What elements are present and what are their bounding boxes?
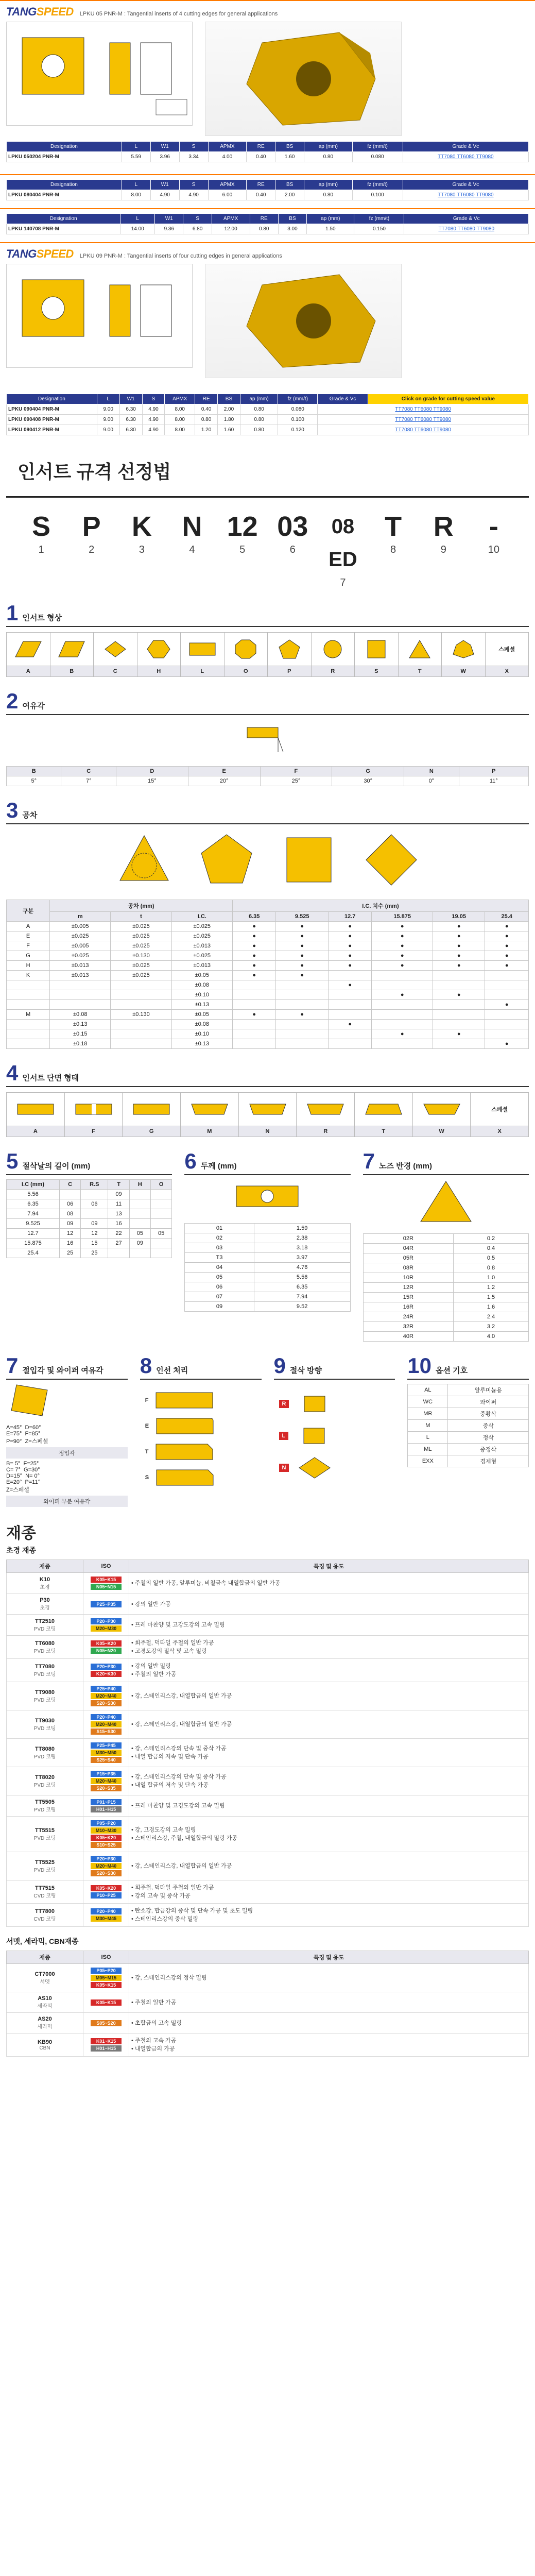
iso-badge: S15~S30 — [91, 1728, 122, 1735]
material-row — [7, 1659, 529, 1682]
iso-badge: K20~K30 — [91, 1671, 122, 1677]
spec-table-1: Designation L W1 S APMX RE BS ap (mm) fz (mm/t) Grade & Vc LPKU 050204 PNR-M 5.59 3.96 3.34 4.00 0.40 1.60 0.80 0.080 TT7080 TT6080 TT9080 — [6, 141, 529, 162]
iso-badge: K05~K20 — [91, 1640, 122, 1647]
grade-type: PVD 코팅 — [33, 1754, 56, 1760]
product-block-4 — [0, 242, 535, 432]
insert-drawing-svg — [7, 22, 192, 125]
grade-link[interactable]: TT7080 TT6080 TT9080 — [318, 415, 529, 425]
table-row: G ±0.025 ±0.130 ±0.025 ● ● ● ● ● ● — [7, 951, 529, 961]
table-row: M 중삭 — [408, 1420, 529, 1432]
tolerance-diagram-triangle — [116, 832, 172, 888]
grade-name: KB90 — [37, 2039, 53, 2045]
grade-type: PVD 코팅 — [33, 1648, 56, 1654]
section-insert-shape: 1 인서트 형상 A B C H L O P R S T W 스페셜 X — [6, 602, 529, 677]
table-row: 12R 1.2 — [363, 1283, 528, 1293]
tolerance-table: 구분 공차 (mm) I.C. 치수 (mm) m t I.C. 6.35 9.525 12.7 15.875 19.05 25.4 A ±0.005 ±0.025 ±0.025 ● ● ● ● ● ● E ±0.025 ±0.025 ±0.025 ● ● ● ● ● ● F ±0.005 ±0.025 ±0.013 ● ● ● ● ● ● G ±0.025 ±0.130 ±0.025 ● ● ● ● ● ● H ±0.013 ±0.025 ±0.013 ● ● ● ● ● ● K ±0.013 ±0.025 ±0.05 ● ● ±0.08 ● ±0.10 ● ● ±0.13 ● M ±0.08 ±0.130 ±0.05 ● ● ±0.13 ±0.08 ● ±0.15 ±0.10 ● ● ±0.18 ±0.13 ● — [6, 900, 529, 1049]
code-item: K 3 — [131, 511, 152, 555]
entry-angle-diagram — [6, 1380, 68, 1421]
table-row: 32R 3.2 — [363, 1322, 528, 1332]
grade-type: PVD 코팅 — [33, 1835, 56, 1841]
iso-badge: K05~K15 — [91, 1577, 122, 1583]
table-row: ±0.13 ±0.08 ● — [7, 1020, 529, 1029]
grade-type: PVD 코팅 — [33, 1697, 56, 1703]
material-row — [7, 1964, 529, 1992]
edge-length-table: I.C (mm) C R.S T H O 5.56 09 6.35 06 06 11 7.94 08 13 9.525 09 09 16 12.7 12 12 22 05 05 15.875 16 15 27 09 25.4 25 25 — [6, 1179, 172, 1258]
iso-badge: S20~S35 — [91, 1785, 122, 1791]
table-row: 09 9.52 — [185, 1302, 350, 1312]
table-row: ±0.08 ● — [7, 980, 529, 990]
table-row: 5.56 09 — [7, 1190, 172, 1199]
table-row: ML 중정삭 — [408, 1444, 529, 1455]
grade-type: PVD 코팅 — [33, 1867, 56, 1873]
table-row: LPKU 080404 PNR-M 8.00 4.90 4.90 6.00 0.40 2.00 0.80 0.100 TT7080 TT6080 TT9080 — [7, 190, 529, 200]
table-row: K ±0.013 ±0.025 ±0.05 ● ● — [7, 971, 529, 980]
thickness-table — [184, 1223, 350, 1312]
table-row: LPKU 050204 PNR-M 5.59 3.96 3.34 4.00 0.40 1.60 0.80 0.080 TT7080 TT6080 TT9080 — [7, 152, 529, 162]
table-row: M ±0.08 ±0.130 ±0.05 ● ● — [7, 1010, 529, 1020]
grade-name: TT7080 — [35, 1663, 55, 1670]
material-row — [7, 1739, 529, 1767]
material-row — [7, 1817, 529, 1852]
code-item: P 2 — [82, 511, 101, 555]
material-row — [7, 1594, 529, 1615]
grade-features: • 강, 스테인리스강, 내열합금의 일반 가공 — [129, 1682, 529, 1710]
material-row — [7, 2033, 529, 2057]
tolerance-diagram-square — [281, 832, 337, 888]
iso-badge: P15~P35 — [91, 1771, 122, 1777]
section-cross-section: 4 인서트 단면 형태 A F G M N R T W 스페셜 X — [6, 1062, 529, 1137]
section-cutting-direction: 9 절삭 방향 R L N — [274, 1355, 395, 1507]
table-row: 03 3.18 — [185, 1243, 350, 1253]
code-item: R 9 — [433, 511, 454, 555]
spec-table-3: Designation L W1 S APMX RE BS ap (mm) fz (mm/t) Grade & Vc LPKU 140708 PNR-M 14.00 9.36 6.80 12.00 0.80 3.00 1.50 0.150 TT7080 TT6080 TT9080 — [6, 213, 529, 234]
grade-features: • 강, 스테인리스강, 내열합금의 일반 가공 — [129, 1710, 529, 1739]
material-row — [7, 1682, 529, 1710]
tolerance-diagram-pentagon — [198, 832, 255, 888]
table-row: 6.35 06 06 11 — [7, 1199, 172, 1209]
iso-badge: K01~K15 — [91, 2038, 122, 2044]
clearance-table: B C D E F G N P 5° 7° 15° 20° 25° 30° 0° 11° — [6, 766, 529, 786]
iso-badge: H01~H15 — [91, 1806, 122, 1812]
table-row: T3 3.97 — [185, 1253, 350, 1263]
section-row-5-6-7 — [6, 1150, 529, 1342]
table-row: ±0.10 ● ● — [7, 990, 529, 1000]
table-row: 05R 0.5 — [363, 1253, 528, 1263]
code-item: T 8 — [385, 511, 402, 555]
table-row: 06 6.35 — [185, 1282, 350, 1292]
material-row — [7, 1795, 529, 1817]
grade-features: • 회주철, 덕타일 주철의 일반 가공 • 고경도강의 절삭 및 고속 밀링 — [129, 1636, 529, 1659]
grade-features: • 강의 일반 밀링 • 주철의 일반 가공 — [129, 1659, 529, 1682]
grade-name: CT7000 — [34, 1971, 55, 1977]
grade-link[interactable]: TT7080 TT6080 TT9080 — [318, 404, 529, 415]
table-row: F ±0.005 ±0.025 ±0.013 ● ● ● ● ● ● — [7, 941, 529, 951]
iso-badge: P20~P30 — [91, 1618, 122, 1624]
table-row: A ±0.005 ±0.025 ±0.025 ● ● ● ● ● ● — [7, 922, 529, 931]
code-line — [0, 498, 535, 589]
iso-badge: P20~P30 — [91, 1664, 122, 1670]
grade-link[interactable]: TT7080 TT6080 TT9080 — [404, 224, 529, 234]
iso-badge: P25~P40 — [91, 1686, 122, 1692]
grade-features: • 프레 마찬양 및 고강도강의 고속 밀링 — [129, 1615, 529, 1636]
grade-features: • 강, 스테인리스강의 단속 및 중삭 가공 • 내열 합금의 저속 및 단속 가공 — [129, 1739, 529, 1767]
iso-badge: P05~P20 — [91, 1968, 122, 1974]
table-row: 9.525 09 09 16 — [7, 1219, 172, 1229]
grade-features: • 주철의 일반 가공, 알루미늄, 비철금속 내열합금의 일반 가공 — [129, 1573, 529, 1594]
grade-name: TT5515 — [35, 1827, 55, 1834]
code-item: - 10 — [488, 511, 500, 555]
table-row: 15.875 16 15 27 09 — [7, 1239, 172, 1248]
iso-badge: P20~P40 — [91, 1714, 122, 1720]
grade-features: • 강, 스테인리스강, 내열합금의 일반 가공 — [129, 1852, 529, 1880]
code-item: 03 6 — [277, 511, 308, 555]
iso-badge: M20~M40 — [91, 1863, 122, 1869]
table-row: ±0.13 ● — [7, 1000, 529, 1010]
table-row: 7.94 08 13 — [7, 1209, 172, 1219]
material-row — [7, 1992, 529, 2013]
grade-features: • 강, 고경도강의 고속 밀링 • 스테인리스강, 주철, 내열합금의 밀링 가공 — [129, 1817, 529, 1852]
iso-badge: N05~N20 — [91, 1648, 122, 1654]
product-block-1 — [0, 0, 535, 174]
materials-table-1: 재종 ISO 특징 및 용도 K10 초경 K05~K15N05~N15 • 주철의 일반 가공, 알루미늄, 비철금속 내열합금의 일반 가공 P30 초경 P25~P35 • 강의 일반 가공 TT2510 PVD 코팅 P20~P30M20~M30 • 프레 마찬양 및 고강도강의 고속 밀링 TT6080 PVD 코팅 K05~K20N05~N20 • 회주철, 덕타일 주철의 일반 가공 • 고경도강의 절삭 및 고속 밀링 TT7080 PVD 코팅 P20~P30K20~K30 • 강의 일반 밀링 • 주철의 일반 가공 TT9080 PVD 코팅 P25~P40M20~M40S20~S30 • 강, 스테인리스강, 내열합금의 일반 가공 TT9030 PVD 코팅 P20~P40M20~M40S15~S30 • 강, 스테인리스강, 내열합금의 일반 가공 TT8080 PVD 코팅 P25~P45M30~M50S25~S40 • 강, 스테인리스강의 단속 및 중삭 가공 • 내열 합금의 저속 및 단속 가공 TT8020 PVD 코팅 P15~P35M20~M40S20~S35 • 강, 스테인리스강의 단속 및 중삭 가공 • 내열 합금의 저속 및 단속 가공 TT5505 PVD 코팅 P01~P15H01~H15 • 프레 마찬양 및 고경도강의 고속 밀링 TT5515 PVD 코팅 P05~P20M10~M30K05~K20S10~S25 • 강, 고경도강의 고속 밀링 • 스테인리스강, 주철, 내열합금의 밀링 가공 TT5525 PVD 코팅 P20~P30M20~M40S20~S30 • 강, 스테인리스강, 내열합금의 일반 가공 TT7515 CVD 코팅 K05~K20P10~P25 • 회주철, 덕타일 주철의 일반 가공 • 강의 고속 및 중삭 가공 TT7800 CVD 코팅 P20~P40M30~M45 • 탄소강, 합금강의 중삭 및 단속 가공 및 초도 밀링 • 스테인리스강의 중삭 밀링 — [6, 1560, 529, 1927]
grade-features: • 탄소강, 합금강의 중삭 및 단속 가공 및 초도 밀링 • 스테인리스강의 중삭 밀링 — [129, 1904, 529, 1927]
section-shape-row: A F G M N R T W 스페셜 X — [6, 1092, 529, 1137]
code-item: 12 5 — [227, 511, 258, 555]
option-code-table — [407, 1384, 529, 1467]
section-thickness: 6 두께 (mm) 01 1.59 02 2.38 03 3.18 T3 3.97 04 4.76 05 5.56 06 6.35 07 7.94 09 9.52 — [184, 1150, 350, 1342]
section-option-code: 10 옵션 기호 AL 알루미늄용 WC 와이퍼 MR 중황삭 M 중삭 L 정삭 ML 중정삭 EXX 경제형 — [407, 1355, 529, 1507]
grade-name: TT9030 — [35, 1717, 55, 1724]
table-row: EXX 경제형 — [408, 1455, 529, 1467]
insert-drawing — [6, 264, 193, 368]
iso-badge: P25~P35 — [91, 1601, 122, 1607]
iso-badge: M20~M40 — [91, 1721, 122, 1727]
iso-badge: K05~K20 — [91, 1835, 122, 1841]
table-row: 02R 0.2 — [363, 1234, 528, 1244]
section-edge-prep: 8 인선 처리 F E T S — [140, 1355, 262, 1507]
table-row: ±0.18 ±0.13 ● — [7, 1039, 529, 1049]
grade-name: TT8080 — [35, 1745, 55, 1752]
table-row: LPKU 140708 PNR-M 14.00 9.36 6.80 12.00 0.80 3.00 1.50 0.150 TT7080 TT6080 TT9080 — [7, 224, 529, 234]
table-row: AL 알루미늄용 — [408, 1384, 529, 1396]
iso-badge: M10~M30 — [91, 1827, 122, 1834]
iso-badge: S20~S30 — [91, 1870, 122, 1876]
iso-badge: S20~S30 — [91, 1700, 122, 1706]
table-row: L 정삭 — [408, 1432, 529, 1444]
section-row-7-10 — [6, 1355, 529, 1507]
code-item: S 1 — [31, 511, 51, 555]
section-nose-radius: 7 노즈 반경 (mm) 02R 0.2 04R 0.4 05R 0.5 08R 0.8 10R 1.0 12R 1.2 15R 1.5 16R 1.6 24R 2.4 32R 3.2 40R 4.0 — [363, 1150, 529, 1342]
grade-features: • 초합금의 고속 밀링 — [129, 2013, 529, 2033]
grade-type: 초경 — [40, 1584, 50, 1590]
table-row: MR 중황삭 — [408, 1408, 529, 1420]
insert-drawing — [6, 22, 193, 126]
iso-badge: S10~S25 — [91, 1842, 122, 1848]
product-block-3 — [0, 208, 535, 242]
table-row: 04R 0.4 — [363, 1244, 528, 1253]
brand-logo: TANGSPEED — [6, 5, 74, 18]
iso-badge: M20~M40 — [91, 1693, 122, 1699]
iso-badge: M20~M40 — [91, 1778, 122, 1784]
product-description: LPKU 09 PNR-M : Tangential inserts of four cutting edges in general applications — [79, 253, 282, 259]
grade-type: PVD 코팅 — [33, 1782, 56, 1788]
grade-name: AS10 — [38, 1995, 52, 2002]
iso-badge: H01~H15 — [91, 2045, 122, 2052]
section-entry-angle: 7 절입각 및 와이퍼 여유각 A=45° D=60° E=75° F=85° P=90° Z=스페셜 정입각 B= 5° F=25° C= 7° G=30° D=15° N= 0° E=20° P=11° Z=스페셜 와이퍼 부분 여유각 — [6, 1355, 128, 1507]
grade-type: 세라믹 — [37, 2024, 53, 2030]
table-row: LPKU 090412 PNR-M 9.00 6.30 4.90 8.00 1.20 1.60 0.80 0.120 TT7080 TT6080 TT9080 — [7, 425, 529, 435]
shape-row: A B C H L O P R S T W 스페셜 X — [6, 632, 529, 677]
nose-radius-table — [363, 1233, 529, 1342]
code-item: N 4 — [182, 511, 202, 555]
table-row: 10R 1.0 — [363, 1273, 528, 1283]
grade-name: P30 — [40, 1597, 50, 1603]
grade-features: • 강, 스테인리스강의 단속 및 중삭 가공 • 내열 합금의 저속 및 단속 가공 — [129, 1767, 529, 1795]
insert-photo — [205, 22, 402, 136]
material-row — [7, 1636, 529, 1659]
iso-badge: K05~K15 — [91, 1982, 122, 1988]
material-row — [7, 1615, 529, 1636]
grade-type: PVD 코팅 — [33, 1671, 56, 1677]
grade-type: CVD 코팅 — [33, 1916, 56, 1922]
grade-features: • 프레 마찬양 및 고경도강의 고속 밀링 — [129, 1795, 529, 1817]
iso-badge: P10~P25 — [91, 1892, 122, 1899]
table-row: LPKU 090408 PNR-M 9.00 6.30 4.90 8.00 0.80 1.80 0.80 0.100 TT7080 TT6080 TT9080 — [7, 415, 529, 425]
table-row: WC 와이퍼 — [408, 1396, 529, 1408]
table-row: H ±0.013 ±0.025 ±0.013 ● ● ● ● ● ● — [7, 961, 529, 971]
grade-name: TT2510 — [35, 1618, 55, 1624]
grade-features: • 회주철, 덕타일 주철의 일반 가공 • 강의 고속 및 중삭 가공 — [129, 1880, 529, 1904]
grade-link[interactable]: TT7080 TT6080 TT9080 — [403, 152, 528, 162]
section-tolerance: 3 공차 구분 공차 (mm) I.C. 치수 (mm) m t I.C. 6.35 9.525 12.7 15.875 19.05 25.4 A ±0.005 ±0.025 ±0.025 ● ● ● ● ● ● E ±0.025 ±0.025 ±0.025 ● ● ● ● ● ● F ±0.005 ±0.025 ±0.013 ● ● ● ● ● ● G ±0.025 ±0.130 ±0.025 ● ● ● ● ● ● H ±0.013 ±0.025 ±0.013 ● ● ● ● ● ● K ±0.013 ±0.025 ±0.05 ● ● ±0.08 ● ±0.10 ● ● ±0.13 ● M ±0.08 ±0.130 ±0.05 ● ● ±0.13 ±0.08 ● ±0.15 ±0.10 ● ● ±0.18 ±0.13 ● — [6, 800, 529, 1049]
material-row — [7, 1710, 529, 1739]
grade-name: K10 — [39, 1576, 50, 1583]
section-edge-length: 5 절삭날의 길이 (mm) I.C (mm) C R.S T H O 5.56 09 6.35 06 06 11 7.94 08 13 9.525 09 09 16 12.7 12 12 22 05 05 15.875 16 15 27 09 25.4 25 25 — [6, 1150, 172, 1342]
grade-type: PVD 코팅 — [33, 1626, 56, 1632]
grade-name: TT9080 — [35, 1689, 55, 1696]
iso-badge: P05~P20 — [91, 1820, 122, 1826]
iso-badge: P01~P15 — [91, 1799, 122, 1805]
table-row: 08R 0.8 — [363, 1263, 528, 1273]
grade-type: CVD 코팅 — [33, 1893, 56, 1899]
grade-name: TT6080 — [35, 1640, 55, 1647]
iso-badge: S05~S20 — [91, 2020, 122, 2026]
iso-badge: N05~N15 — [91, 1584, 122, 1590]
grade-link[interactable]: TT7080 TT6080 TT9080 — [318, 425, 529, 435]
grade-name: TT7515 — [35, 1885, 55, 1891]
table-row: 40R 4.0 — [363, 1332, 528, 1342]
iso-badge: S25~S40 — [91, 1757, 122, 1763]
iso-badge: M30~M50 — [91, 1750, 122, 1756]
grade-type: PVD 코팅 — [33, 1807, 56, 1813]
iso-badge: P25~P45 — [91, 1742, 122, 1749]
iso-badge: M20~M30 — [91, 1625, 122, 1632]
grade-name: TT5525 — [35, 1859, 55, 1866]
iso-badge: M05~M15 — [91, 1975, 122, 1981]
product-description: LPKU 05 PNR-M : Tangential inserts of 4 cutting edges for general applications — [79, 11, 278, 17]
grade-features: • 주철의 고속 가공 • 내열합금의 가공 — [129, 2033, 529, 2057]
section-clearance-angle: 2 여유각 B C D E F G N P 5° 7° 15° 20° 25° 30° 0° 11° — [6, 690, 529, 786]
iso-badge: K05~K15 — [91, 1999, 122, 2006]
table-row: 12.7 12 12 22 05 05 — [7, 1229, 172, 1239]
table-row: 02 2.38 — [185, 1233, 350, 1243]
table-row: 05 5.56 — [185, 1273, 350, 1282]
table-row: 04 4.76 — [185, 1263, 350, 1273]
material-row — [7, 1904, 529, 1927]
table-row: 16R 1.6 — [363, 1302, 528, 1312]
grade-name: TT5505 — [35, 1799, 55, 1805]
table-row: 25.4 25 25 — [7, 1248, 172, 1258]
table-row: 01 1.59 — [185, 1224, 350, 1233]
material-row — [7, 2013, 529, 2033]
grade-link[interactable]: TT7080 TT6080 TT9080 — [403, 190, 528, 200]
table-row: 07 7.94 — [185, 1292, 350, 1302]
clearance-angle-diagram — [237, 722, 299, 753]
grade-type: CBN — [39, 2045, 50, 2051]
material-row — [7, 1880, 529, 1904]
spec-table-2: Designation L W1 S APMX RE BS ap (mm) fz (mm/t) Grade & Vc LPKU 080404 PNR-M 8.00 4.90 4.90 6.00 0.40 2.00 0.80 0.100 TT7080 TT6080 TT9080 — [6, 179, 529, 200]
code-title: 인서트 규격 선정법 — [6, 442, 529, 498]
brand-logo: TANGSPEED — [6, 247, 74, 260]
table-row: 15R 1.5 — [363, 1293, 528, 1302]
section-materials: 재종 초경 재종 재종 ISO 특징 및 용도 K10 초경 K05~K15N05~N15 • 주철의 일반 가공, 알루미늄, 비철금속 내열합금의 일반 가공 P30 초경 P25~P35 • 강의 일반 가공 TT2510 PVD 코팅 P20~P30M20~M30 • 프레 마찬양 및 고강도강의 고속 밀링 TT6080 PVD 코팅 K05~K20N05~N20 • 회주철, 덕타일 주철의 일반 가공 • 고경도강의 절삭 및 고속 밀링 TT7080 PVD 코팅 P20~P30K20~K30 • 강의 일반 밀링 • 주철의 일반 가공 TT9080 PVD 코팅 P25~P40M20~M40S20~S30 • 강, 스테인리스강, 내열합금의 일반 가공 TT9030 PVD 코팅 P20~P40M20~M40S15~S30 • 강, 스테인리스강, 내열합금의 일반 가공 TT8080 PVD 코팅 P25~P45M30~M50S25~S40 • 강, 스테인리스강의 단속 및 중삭 가공 • 내열 합금의 저속 및 단속 가공 TT8020 PVD 코팅 P15~P35M20~M40S20~S35 • 강, 스테인리스강의 단속 및 중삭 가공 • 내열 합금의 저속 및 단속 가공 TT5505 PVD 코팅 P01~P15H01~H15 • 프레 마찬양 및 고경도강의 고속 밀링 TT5515 PVD 코팅 P05~P20M10~M30K05~K20S10~S25 • 강, 고경도강의 고속 밀링 • 스테인리스강, 주철, 내열합금의 밀링 가공 TT5525 PVD 코팅 P20~P30M20~M40S20~S30 • 강, 스테인리스강, 내열합금의 일반 가공 TT7515 CVD 코팅 K05~K20P10~P25 • 회주철, 덕타일 주철의 일반 가공 • 강의 고속 및 중삭 가공 TT7800 CVD 코팅 P20~P40M30~M45 • 탄소강, 합금강의 중삭 및 단속 가공 및 초도 밀링 • 스테인리스강의 중삭 밀링 서멧, 세라믹, CBN재종 재종 ISO 특징 및 용도 CT7000 서멧 P05~P20M05~M15K05~K15 • 강, 스테인리스강의 정삭 밀링 AS10 세라믹 K05~K15 • 주철의 일반 가공 AS20 세라믹 S05~S20 • 초합금의 고속 밀링 KB90 CBN K01~K15H01~H15 • 주철의 고속 가공 • 내열합금의 가공 — [6, 1520, 529, 2057]
iso-badge: K05~K20 — [91, 1885, 122, 1891]
iso-badge: M30~M45 — [91, 1916, 122, 1922]
material-row — [7, 1767, 529, 1795]
grade-name: TT7800 — [35, 1908, 55, 1914]
nose-radius-diagram — [418, 1178, 474, 1225]
grade-name: TT8020 — [35, 1774, 55, 1781]
grade-type: 서멧 — [40, 1979, 50, 1985]
table-row: E ±0.025 ±0.025 ±0.025 ● ● ● ● ● ● — [7, 931, 529, 941]
table-row: ±0.15 ±0.10 ● ● — [7, 1029, 529, 1039]
grade-type: PVD 코팅 — [33, 1725, 56, 1732]
grade-name: AS20 — [38, 2016, 52, 2022]
materials-table-2: 재종 ISO 특징 및 용도 CT7000 서멧 P05~P20M05~M15K05~K15 • 강, 스테인리스강의 정삭 밀링 AS10 세라믹 K05~K15 • 주철의 일반 가공 AS20 세라믹 S05~S20 • 초합금의 고속 밀링 KB90 CBN K01~K15H01~H15 • 주철의 고속 가공 • 내열합금의 가공 — [6, 1951, 529, 2057]
grade-features: • 강, 스테인리스강의 정삭 밀링 — [129, 1964, 529, 1992]
insert-photo — [205, 264, 402, 378]
grade-features: • 강의 일반 가공 — [129, 1594, 529, 1615]
iso-badge: P20~P40 — [91, 1908, 122, 1914]
code-item: 08 ED 7 — [329, 515, 357, 588]
thickness-diagram — [226, 1178, 308, 1214]
grade-type: 세라믹 — [37, 2004, 53, 2009]
iso-badge: P20~P30 — [91, 1856, 122, 1862]
table-row: LPKU 090404 PNR-M 9.00 6.30 4.90 8.00 0.40 2.00 0.80 0.080 TT7080 TT6080 TT9080 — [7, 404, 529, 415]
product-block-2 — [0, 174, 535, 208]
material-row — [7, 1573, 529, 1594]
spec-table-4: Designation L W1 S APMX RE BS ap (mm) fz (mm/t) Grade & Vc Click on grade for cutting speed value LPKU 090404 PNR-M 9.00 6.30 4.90 8.00 0.40 2.00 0.80 0.080 TT7080 TT6080 TT9080 LPKU 090408 PNR-M 9.00 6.30 4.90 8.00 0.80 1.80 0.80 0.100 TT7080 TT6080 TT9080 LPKU 090412 PNR-M 9.00 6.30 4.90 8.00 1.20 1.60 0.80 0.120 TT7080 TT6080 TT9080 — [6, 394, 529, 435]
material-row — [7, 1852, 529, 1880]
tolerance-diagram-diamond — [363, 832, 420, 888]
grade-type: 초경 — [40, 1605, 50, 1611]
table-row: 24R 2.4 — [363, 1312, 528, 1322]
grade-features: • 주철의 일반 가공 — [129, 1992, 529, 2013]
